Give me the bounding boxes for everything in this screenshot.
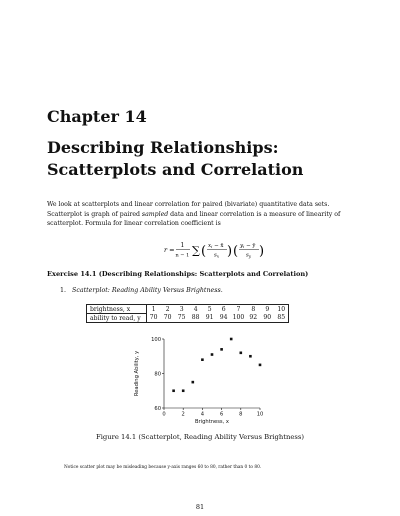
data-table <box>86 304 289 323</box>
formula-frac-den: n − 1 <box>175 252 190 259</box>
y-tick-label: 100 <box>151 336 161 343</box>
footnote: Notice scatter plot may be misleading because y-axis ranges 60 to 80, rather than 0 to 80. <box>64 465 262 470</box>
table-cell: 90 <box>260 314 274 323</box>
formula-lhs: r = <box>164 246 175 254</box>
data-point <box>211 353 214 356</box>
formula-term2-den: sy <box>246 252 251 259</box>
formula-paren-close-1: ) <box>227 244 233 259</box>
scatterplot-chart <box>120 333 280 425</box>
exercise-item <box>60 287 223 294</box>
formula-term2-num: yi − ȳ <box>240 243 256 249</box>
table-cell: 4 <box>189 305 203 314</box>
y-ticks <box>151 337 164 412</box>
table-cell: 2 <box>161 305 175 314</box>
formula-paren-open-1: ( <box>201 244 207 259</box>
exercise-heading: Exercise 14.1 (Describing Relationships: Scatterplots and Correlation) <box>47 270 309 278</box>
exercise-item-text: Scatterplot: Reading Ability Versus Brightness. <box>72 287 223 294</box>
data-point <box>182 389 185 392</box>
table-cell: 8 <box>246 305 260 314</box>
data-point <box>259 364 262 367</box>
table-cell: 92 <box>246 314 260 323</box>
correlation-formula <box>0 237 400 265</box>
table-cell: 75 <box>175 314 189 323</box>
formula-sum: ∑ <box>192 244 200 257</box>
table-cell: 70 <box>161 314 175 323</box>
x-tick-label: 10 <box>256 411 264 418</box>
table-cell: 70 <box>146 314 161 323</box>
table-row-ability <box>87 314 289 323</box>
table-row-brightness <box>87 305 289 314</box>
x-tick-label: 4 <box>200 411 205 418</box>
data-point <box>249 355 252 358</box>
data-point <box>172 389 175 392</box>
intro-text-part1: We look at scatterplots and linear correlation for paired (bivariate) quantitative data sets. Scatterplot is graph of paired <box>47 201 330 218</box>
figure-caption: Figure 14.1 (Scatterplot, Reading Ability Versus Brightness) <box>95 433 304 441</box>
intro-paragraph <box>47 200 357 229</box>
table-cell: 88 <box>189 314 203 323</box>
formula-paren-close-2: ) <box>259 244 265 259</box>
table-cell: 5 <box>203 305 217 314</box>
formula-frac-num: 1 <box>180 242 185 249</box>
y-tick-label: 60 <box>154 405 161 412</box>
table-row-label: brightness, x <box>87 305 147 314</box>
table-cell: 100 <box>232 314 245 322</box>
table-cell: 1 <box>146 305 161 314</box>
chapter-title <box>47 137 347 181</box>
x-axis-label: Brightness, x <box>195 419 229 425</box>
intro-emphasis: sampled <box>141 210 169 218</box>
page-number: 81 <box>195 503 205 511</box>
table-cell: 9 <box>260 305 274 314</box>
x-tick-label: 2 <box>181 411 185 418</box>
table-cell: 6 <box>217 305 231 314</box>
data-points <box>172 338 261 392</box>
x-tick-label: 0 <box>162 411 166 418</box>
formula-term1-num: xi − x̄ <box>208 243 224 249</box>
table-cell: 10 <box>274 305 289 314</box>
y-axis-label: Reading Ability, y <box>134 350 140 397</box>
data-point <box>240 352 243 355</box>
table-cell: 85 <box>274 314 289 323</box>
y-tick-label: 80 <box>154 371 161 378</box>
x-tick-label: 8 <box>239 411 243 418</box>
table-cell: 3 <box>175 305 189 314</box>
formula-paren-open-2: ( <box>233 244 239 259</box>
exercise-item-number: 1. <box>60 287 67 294</box>
table-cell: 94 <box>217 314 231 323</box>
intro-text-part2: data and linear correlation is a measure of linearity of scatterplot. Formula for linear correlation coefficient is <box>47 210 341 228</box>
data-point <box>192 381 195 384</box>
table-row-label: ability to read, y <box>87 314 147 323</box>
data-point <box>230 338 233 341</box>
formula-term1-den: sx <box>214 252 219 259</box>
table-cell: 91 <box>203 314 217 323</box>
chapter-title-line1: Describing Relationships: <box>47 138 279 157</box>
table-cell: 7 <box>231 305 247 314</box>
data-point <box>220 348 223 351</box>
data-point <box>201 358 204 361</box>
x-ticks <box>162 408 263 418</box>
x-tick-label: 6 <box>219 411 224 418</box>
chapter-title-line2: Scatterplots and Correlation <box>47 160 304 179</box>
chapter-label: Chapter 14 <box>47 107 147 126</box>
